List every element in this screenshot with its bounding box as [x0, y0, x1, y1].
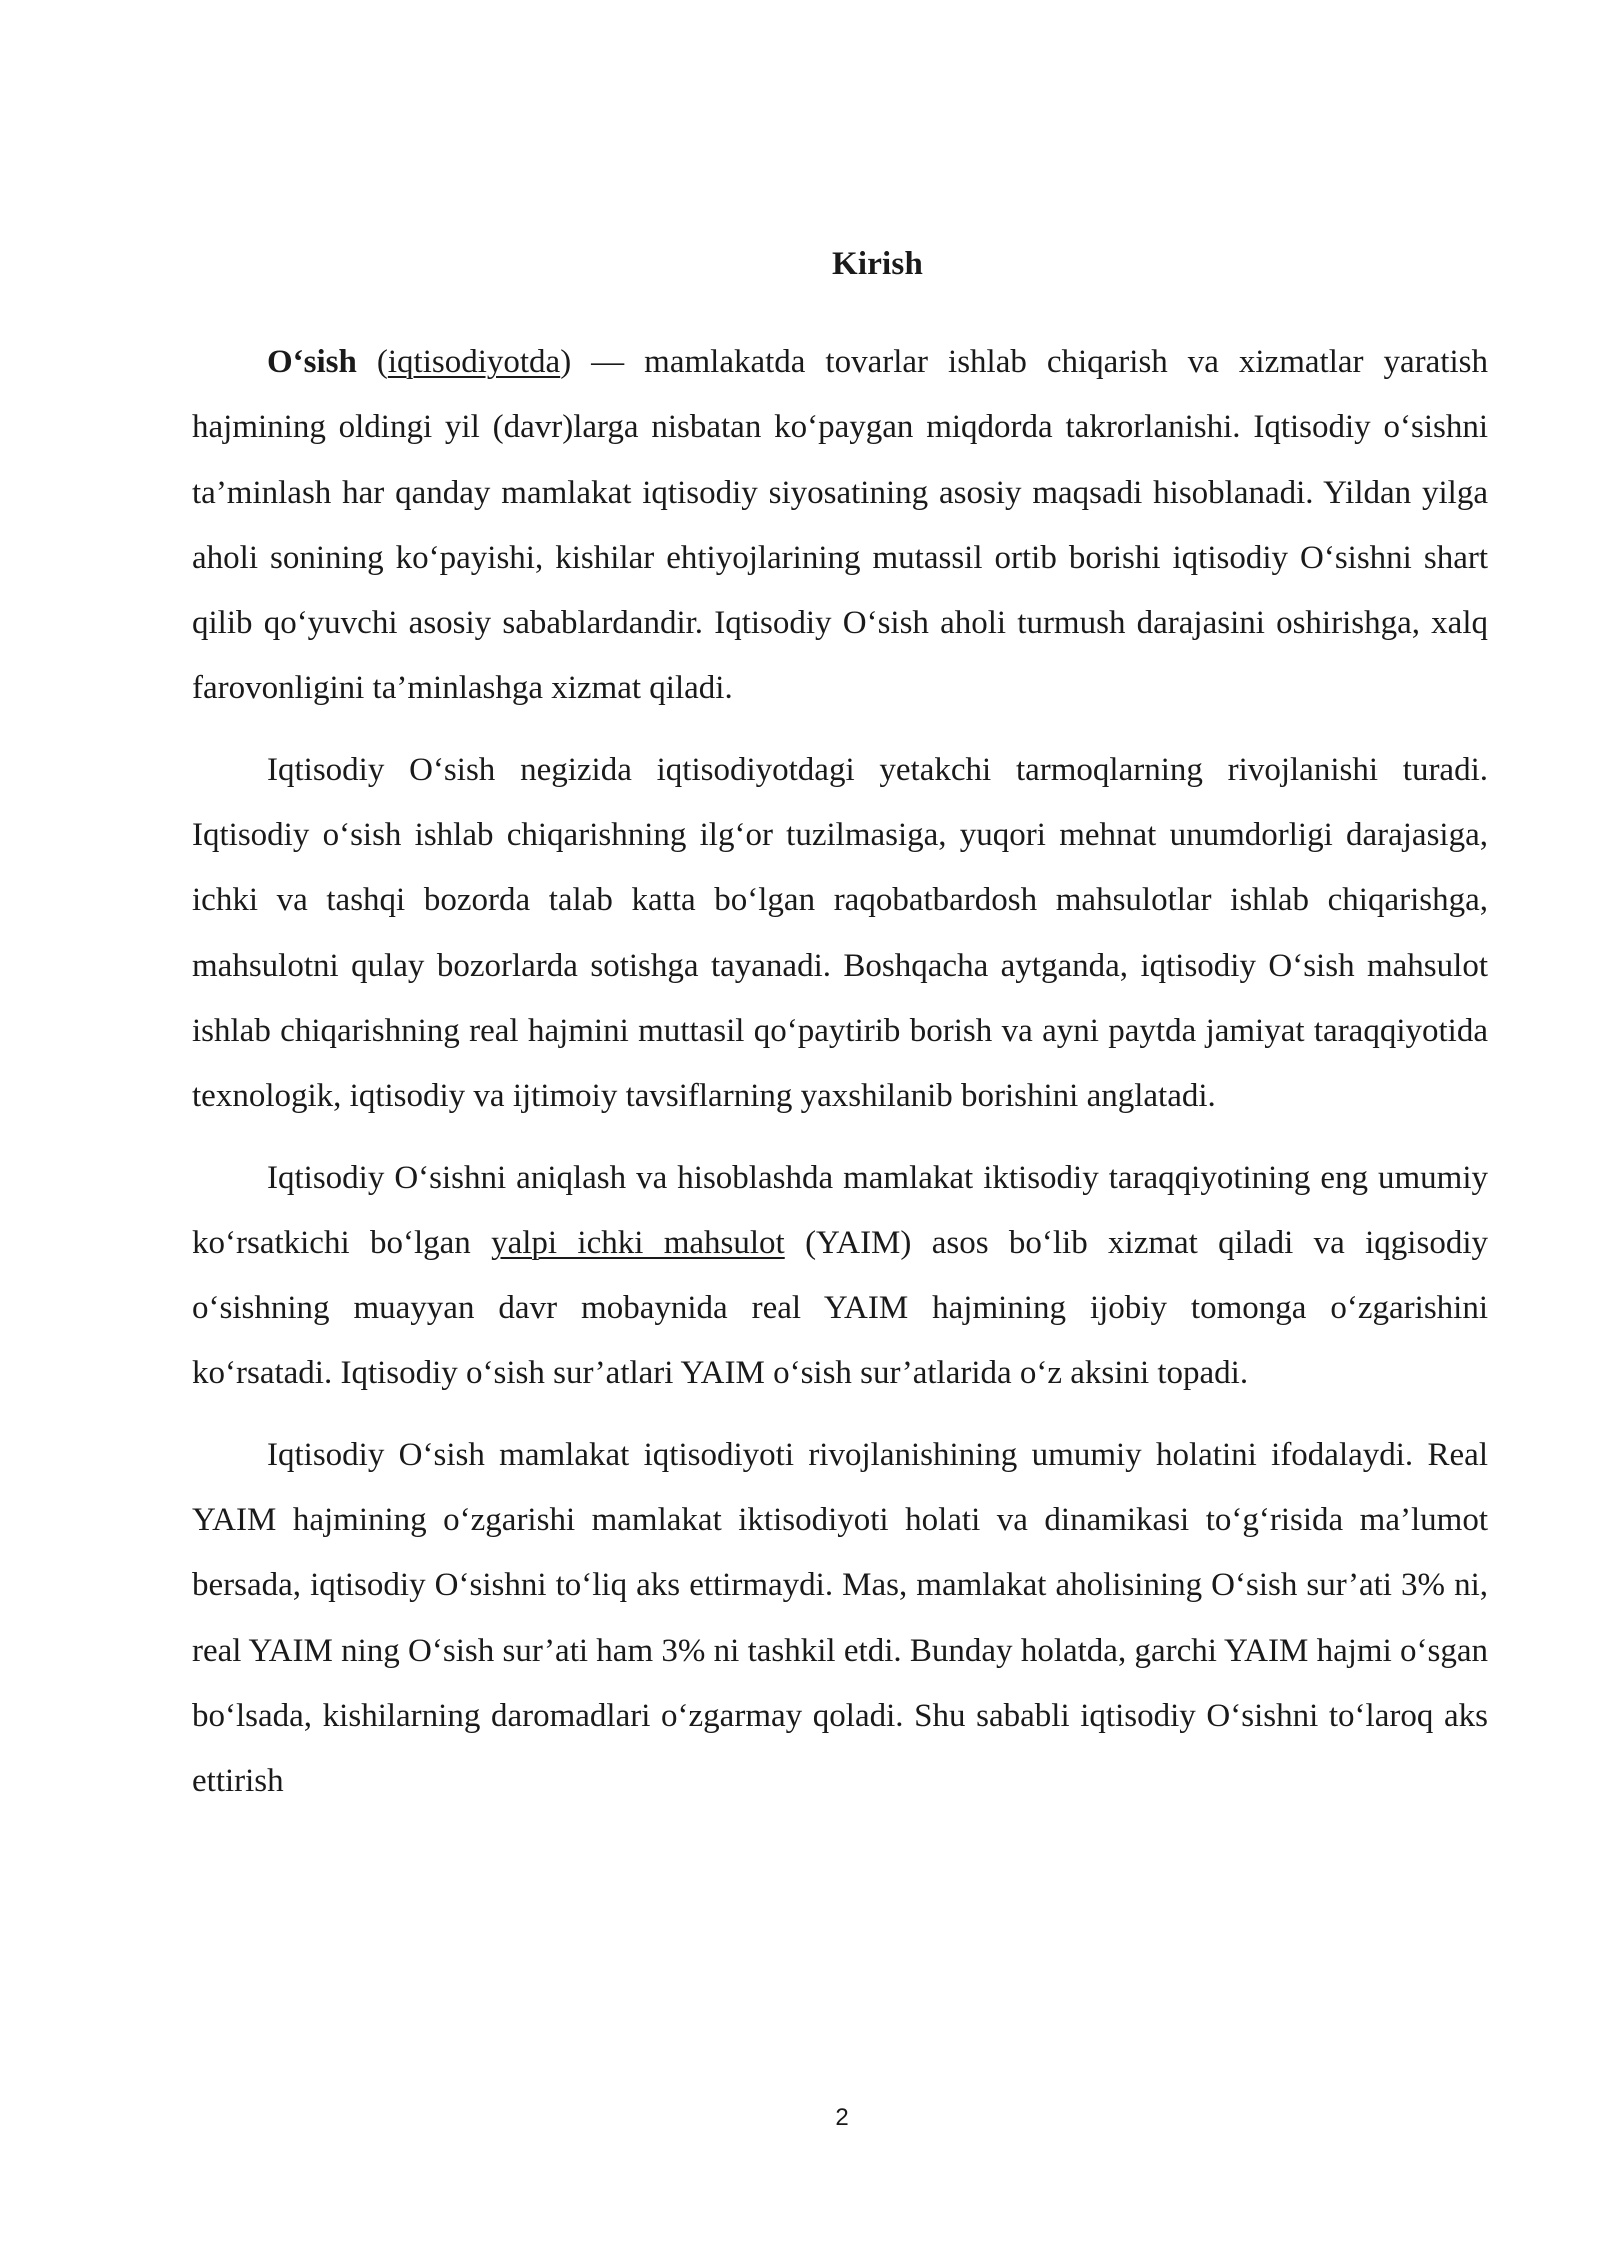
- page-title: Kirish: [831, 246, 924, 282]
- yalpi-ichki-mahsulot-link[interactable]: yalpi ichki mahsulot: [491, 1224, 785, 1261]
- paragraph-3: [192, 1146, 1488, 1407]
- defined-term: O‘sish: [267, 344, 357, 380]
- paragraph-2: Iqtisodiy O‘sish negizida iqtisodiyotdagi yetakchi tarmoqlarning rivojlanishi turadi. Iqtisodiy o‘sish ishlab chiqarishning ilg‘or tuzilmasiga, yuqori mehnat unumdorligi darajasiga, ichki va tashqi bozorda talab katta bo‘lgan raqobatbardosh mahsulotlar ishlab chiqarishga, mahsulotni qulay bozorlarda sotishga tayanadi. Boshqacha aytganda, iqtisodiy O‘sish mahsulot ishlab chiqarishning real hajmini muttasil qo‘paytirib borish va ayni paytda jamiyat taraqqiyotida texnologik, iqtisodiy va ijtimoiy tavsiflarning yaxshilanib borishini anglatadi.: [192, 751, 1488, 1115]
- document-body: [192, 330, 1488, 1831]
- paragraph-4: Iqtisodiy O‘sish mamlakat iqtisodiyoti rivojlanishining umumiy holatini ifodalaydi. Real YAIM hajmining o‘zgarishi mamlakat iktisodiyoti holati va dinamikasi to‘g‘risida ma’lumot bersada, iqtisodiy O‘sishni to‘liq aks ettirmaydi. Mas, mamlakat aholisining O‘sish sur’ati 3% ni, real YAIM ning O‘sish sur’ati ham 3% ni tashkil etdi. Bunday holatda, garchi YAIM hajmi o‘sgan bo‘lsada, kishilarning daromadlari o‘zgarmay qoladi. Shu sababli iqtisodiy O‘sishni to‘laroq aks ettirish: [192, 1436, 1488, 1800]
- iqtisodiyotda-link[interactable]: iqtisodiyotda: [387, 344, 561, 380]
- page-number: 2: [835, 2104, 849, 2131]
- paragraph-1-text: ) — mamlakatda tovarlar ishlab chiqarish va xizmatlar yaratish hajmining oldingi yil (davr)larga nisbatan ko‘paygan miqdorda takrorlanishi. Iqtisodiy o‘sishni ta’minlash har qanday mamlakat iqtisodiy siyosatining asosiy maqsadi hisoblanadi. Yildan yilga aholi sonining ko‘payishi, kishilar ehtiyojlarining mutassil ortib borishi iqtisodiy O‘sishni shart qilib qo‘yuvchi asosiy sabablardandir. Iqtisodiy O‘sish aholi turmush darajasini oshirishga, xalq farovonligini ta’minlashga xizmat qiladi.: [192, 344, 1488, 707]
- paragraph-3-after-link: (YAIM) asos bo‘lib xizmat qiladi va iqgisodiy o‘sishning muayyan davr mobaynida real YAIM hajmining ijobiy tomonga o‘zgarishini ko‘rsatadi. Iqtisodiy o‘sish sur’atlari YAIM o‘sish sur’atlarida o‘z aksini topadi.: [192, 1224, 1488, 1392]
- paragraph-1-open-paren: (: [356, 344, 388, 380]
- paragraph-3-before-link: Iqtisodiy O‘sishni aniqlash va hisoblashda mamlakat iktisodiy taraqqiyotining eng umumiy ko‘rsatkichi bo‘lgan: [192, 1159, 1488, 1261]
- paragraph-1: [192, 330, 1488, 722]
